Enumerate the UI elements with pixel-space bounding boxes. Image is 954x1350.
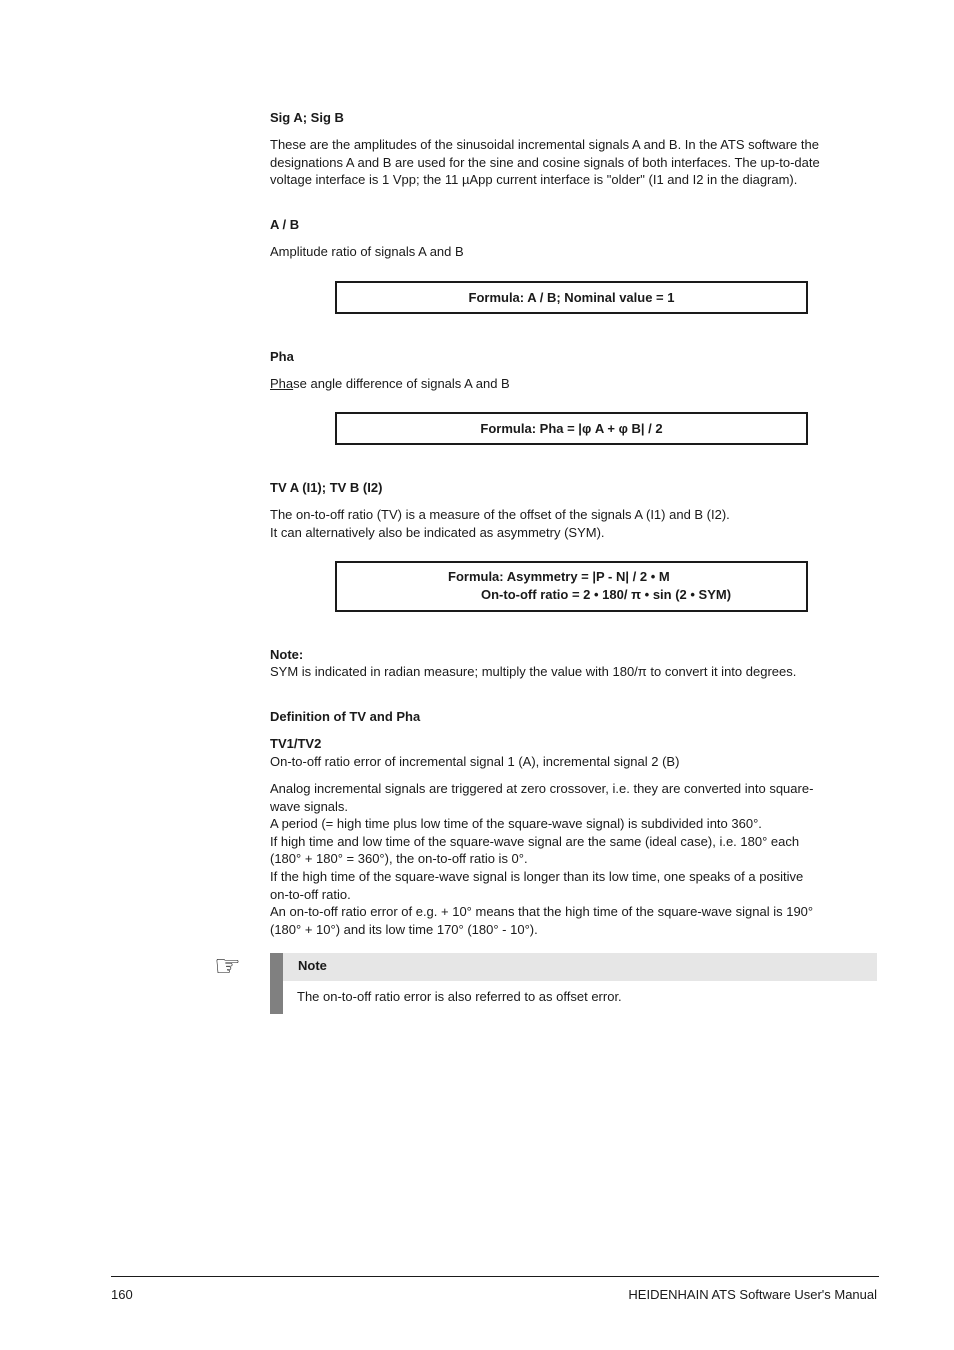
definition-line: wave signals. [270, 798, 349, 814]
definition-line: An on-to-off ratio error of e.g. + 10° means that the high time of the square-wave signal is 190° [270, 904, 814, 920]
definition-line: If the high time of the square-wave signal is longer than its low time, one speaks of a positive [270, 868, 804, 884]
note-box-title: Note [298, 958, 327, 973]
formula-ab-text: Formula: A / B; Nominal value = 1 [468, 290, 675, 305]
subheading-tv1-tv2: TV1/TV2 [270, 736, 322, 751]
formula-pha-text: Formula: Pha = |φ A + φ B| / 2 [480, 421, 663, 436]
ab-description: Amplitude ratio of signals A and B [270, 244, 464, 259]
tv-description [270, 506, 880, 541]
formula-pha-box [335, 412, 808, 445]
sig-line: designations A and B are used for the sine and cosine signals of both interfaces. The up-to-date [270, 154, 820, 170]
definition-line: A period (= high time plus low time of the square-wave signal) is subdivided into 360°. [270, 816, 762, 832]
note-heading: Note: [270, 647, 304, 662]
sig-description [270, 136, 880, 189]
heading-tv: TV A (I1); TV B (I2) [270, 480, 383, 495]
page-number: 160 [111, 1287, 133, 1302]
formula-ab-box [335, 281, 808, 314]
sig-line: These are the amplitudes of the sinusoidal incremental signals A and B. In the ATS software the [270, 137, 819, 152]
definition-line: (180° + 180° = 360°), the on-to-off ratio is 0°. [270, 851, 528, 867]
footer-manual-title: HEIDENHAIN ATS Software User's Manual [628, 1287, 877, 1302]
pointing-hand-icon: ☞ [214, 949, 241, 984]
definition-line: (180° + 10°) and its low time 170° (180° - 10°). [270, 921, 538, 937]
pha-rest: se angle difference of signals A and B [293, 376, 510, 391]
heading-pha: Pha [270, 349, 294, 364]
note-box-header [283, 953, 877, 981]
sig-line: voltage interface is 1 Vpp; the 11 µApp current interface is "older" (I1 and I2 in the diagram). [270, 172, 798, 188]
definition-line: on-to-off ratio. [270, 886, 351, 902]
tv-line: The on-to-off ratio (TV) is a measure of the offset of the signals A (I1) and B (I2). [270, 507, 730, 522]
definition-body [270, 780, 880, 938]
footer-divider [111, 1276, 879, 1277]
heading-sig-a-sig-b: Sig A; Sig B [270, 110, 344, 125]
heading-a-b: A / B [270, 217, 300, 232]
note-box-bar [270, 953, 283, 1014]
tv1-tv2-description: On-to-off ratio error of incremental signal 1 (A), incremental signal 2 (B) [270, 754, 680, 769]
formula-on-off-ratio: On-to-off ratio = 2 • 180/ π • sin (2 • SYM) [481, 587, 732, 602]
formula-tv-box [335, 561, 808, 612]
note-text: SYM is indicated in radian measure; multiply the value with 180/π to convert it into degrees. [270, 664, 797, 679]
pha-underlined: Pha [270, 376, 294, 391]
tv-line: It can alternatively also be indicated as asymmetry (SYM). [270, 524, 605, 540]
pha-description [270, 375, 510, 393]
definition-line: Analog incremental signals are triggered at zero crossover, i.e. they are converted into square- [270, 781, 814, 796]
formula-asymmetry: Formula: Asymmetry = |P - N| / 2 • M [448, 569, 670, 584]
heading-definition: Definition of TV and Pha [270, 709, 421, 724]
definition-line: If high time and low time of the square-wave signal are the same (ideal case), i.e. 180° each [270, 833, 800, 849]
note-box-text: The on-to-off ratio error is also referred to as offset error. [297, 989, 622, 1004]
